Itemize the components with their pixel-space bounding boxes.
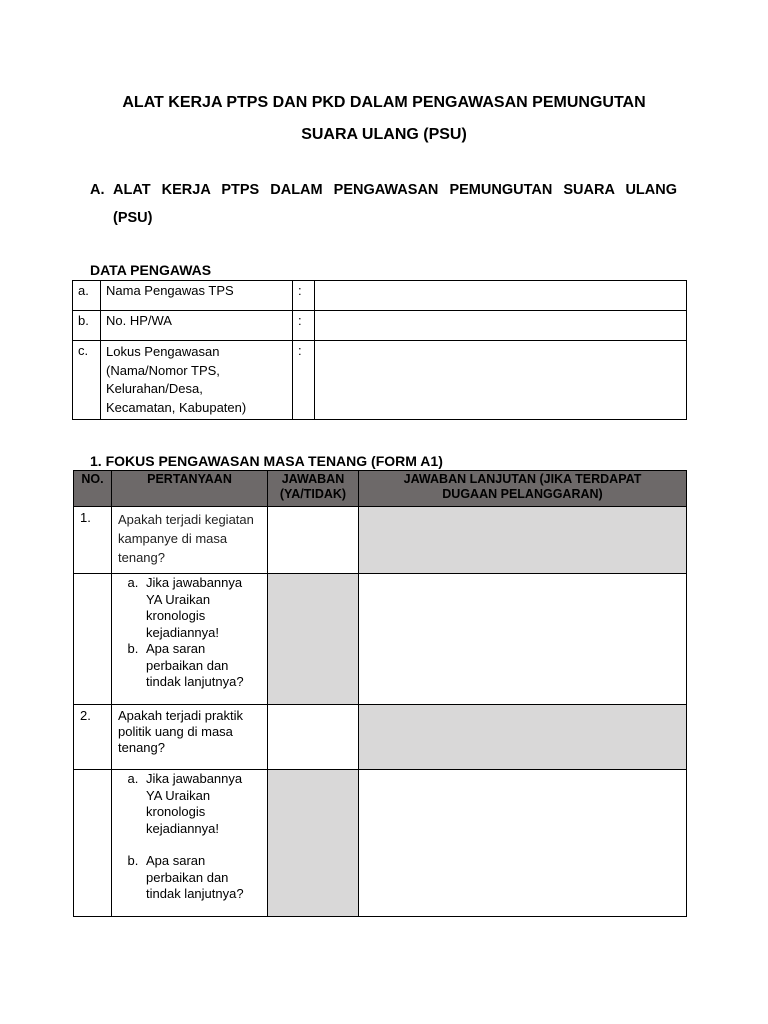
sub-question: a. Jika jawabannya YA Uraikan kronologis kejadiannya! [142,771,261,837]
fokus-table [73,470,687,917]
shaded-cell [268,770,359,917]
header-jawaban-line1: JAWABAN [281,472,345,486]
shaded-cell [268,574,359,705]
sub-question-cell [112,770,268,917]
sub-question: b. Apa saran perbaikan dan tindak lanjutnya? [142,853,261,903]
no-hp-field[interactable] [315,311,687,341]
question-text: Apakah terjadi praktik politik uang di masa tenang? [112,705,268,770]
section-a-title-line2: (PSU) [113,210,153,226]
nama-pengawas-field[interactable] [315,281,687,311]
header-jawaban-line2: (YA/TIDAK) [279,487,347,501]
section-a-label: A. [90,182,105,198]
sub-question-list [118,771,261,903]
row-number: 1. [74,507,112,574]
header-jawaban-lanjutan [359,471,687,507]
empty-cell [74,770,112,917]
sub-question: b. Apa saran perbaikan dan tindak lanjutnya? [142,641,261,691]
header-no: NO. [74,471,112,507]
jawaban-lanjutan-cell[interactable] [359,574,687,705]
shaded-cell [359,507,687,574]
question-text: Apakah terjadi kegiatan kampanye di masa tenang? [112,507,268,574]
header-lanjutan-line2: DUGAAN PELANGGARAN) [442,487,603,501]
sub-question: a. Jika jawabannya YA Uraikan kronologis kejadiannya! [142,575,261,641]
data-pengawas-table [72,280,687,420]
header-jawaban [268,471,359,507]
empty-cell [74,574,112,705]
document-title-line2: SUARA ULANG (PSU) [301,126,467,143]
row-letter: a. [73,281,101,311]
row-colon: : [293,311,315,341]
table-row [73,311,687,341]
sub-question-list [118,575,261,691]
table-row [74,574,687,705]
header-pertanyaan: PERTANYAAN [112,471,268,507]
row-label: Nama Pengawas TPS [101,281,293,311]
table-row [73,341,687,420]
sub-question-cell [112,574,268,705]
table-row [74,705,687,770]
table-row [74,770,687,917]
lokus-label-line: Kecamatan, Kabupaten) [106,399,247,415]
table-row [74,507,687,574]
lokus-label-line: Kelurahan/Desa, [106,381,203,396]
lokus-label: Lokus Pengawasan [106,344,220,359]
jawaban-cell[interactable] [268,507,359,574]
row-letter: c. [73,341,101,420]
row-colon: : [293,341,315,420]
section-a-title-line1: ALAT KERJA PTPS DALAM PENGAWASAN PEMUNGUTAN SUARA ULANG [113,182,677,198]
table-header-row [74,471,687,507]
fokus-heading: 1. FOKUS PENGAWASAN MASA TENANG (FORM A1) [90,453,443,469]
lokus-field[interactable] [315,341,687,420]
row-label [101,341,293,420]
row-label: No. HP/WA [101,311,293,341]
header-lanjutan-line1: JAWABAN LANJUTAN (JIKA TERDAPAT [403,472,642,486]
jawaban-cell[interactable] [268,705,359,770]
row-number: 2. [74,705,112,770]
table-row [73,281,687,311]
row-letter: b. [73,311,101,341]
shaded-cell [359,705,687,770]
document-title-line1: ALAT KERJA PTPS DAN PKD DALAM PENGAWASAN PEMUNGUTAN [122,94,646,111]
row-colon: : [293,281,315,311]
lokus-label-line: (Nama/Nomor TPS, [106,362,220,378]
jawaban-lanjutan-cell[interactable] [359,770,687,917]
data-pengawas-heading: DATA PENGAWAS [90,262,212,278]
